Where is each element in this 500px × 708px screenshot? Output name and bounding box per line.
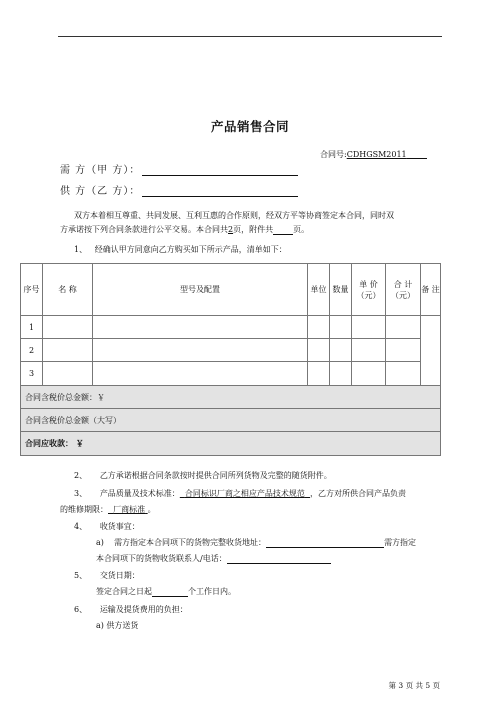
clause-4a: a) 需方指定本合同项下的货物完整收货地址： 需方指定: [96, 538, 417, 547]
table-row: 1: [21, 316, 441, 339]
buyer-line: [60, 161, 298, 176]
header-model: 型号及配置: [93, 264, 308, 316]
quality-standard: 合同标识厂商之相应产品技术规范: [184, 489, 305, 498]
clause-4a-line-2: 本合同项下的货物收货联系人/电话：: [96, 553, 331, 564]
buyer-label: 需 方（甲 方）：: [60, 165, 141, 176]
buyer-blank: [142, 164, 298, 176]
product-table: [20, 263, 441, 456]
seller-blank: [142, 185, 298, 197]
receivable-row: [21, 432, 441, 456]
header-note: 备 注: [421, 264, 441, 316]
days-blank: [152, 587, 188, 597]
clause-4: 4、 收货事宜：: [74, 522, 140, 531]
header-seq: 序号: [21, 264, 43, 316]
clause-5-detail: 签定合同之日起 个工作日内。: [96, 587, 236, 596]
clause-3: 3、 产品质量及技术标准： 合同标识厂商之相应产品技术规范 ，乙方对所供合同产品负责: [74, 489, 406, 498]
intro-pages: 2: [228, 225, 234, 234]
seller-label: 供 方（乙 方）：: [60, 186, 141, 197]
clause-2: 2、 乙方承诺根据合同条款按时提供合同所列货物及完整的随货附件。: [74, 471, 332, 480]
receivable-label: 合同应收款： ￥: [21, 432, 441, 456]
intro-line-1: 双方本着相互尊重、共同发展、互利互惠的合作原则，经双方平等协商签定本合同，同时双: [74, 211, 394, 220]
total-tax-row: [21, 386, 441, 409]
document-title: 产品销售合同: [210, 119, 289, 134]
address-blank: [266, 538, 384, 548]
total-upper-row: [21, 409, 441, 432]
header-rule: [58, 36, 442, 37]
total-tax-label: 合同含税价总金额：￥: [21, 386, 441, 409]
warranty-period: 厂商标准: [113, 505, 146, 514]
clause-5: 5、 交货日期：: [74, 571, 140, 580]
contract-number: [320, 149, 427, 160]
header-unit: 单位: [308, 264, 330, 316]
header-price: 单 价（元）: [352, 264, 386, 316]
clause-6: 6、 运输及提货费用的负担：: [74, 605, 188, 614]
contract-number-label: 合同号:: [320, 150, 347, 159]
clause-1: 1、 经确认甲方同意向乙方购买如下所示产品，清单如下：: [74, 245, 287, 254]
table-header-row: [21, 264, 441, 316]
header-name: 名 称: [43, 264, 93, 316]
seller-line: [60, 182, 298, 197]
header-total: 合 计（元）: [386, 264, 421, 316]
table-row: 3: [21, 362, 441, 386]
total-upper-label: 合同含税价总金额（大写）: [21, 409, 441, 432]
table-row: 2: [21, 339, 441, 362]
clause-6a: a) 供方送货: [96, 621, 139, 630]
contract-number-value: CDHGSM2011: [346, 150, 407, 159]
page-footer: 第 3 页 共 5 页: [388, 681, 440, 690]
note-cell: [421, 316, 441, 386]
intro-line-2: 方承诺按下列合同条款进行公平交易。本合同共2页，附件共 页。: [60, 225, 310, 234]
contact-blank: [227, 554, 331, 564]
clause-3-line-2: 的维修期限： 厂商标准 。: [60, 505, 156, 514]
header-qty: 数量: [330, 264, 352, 316]
